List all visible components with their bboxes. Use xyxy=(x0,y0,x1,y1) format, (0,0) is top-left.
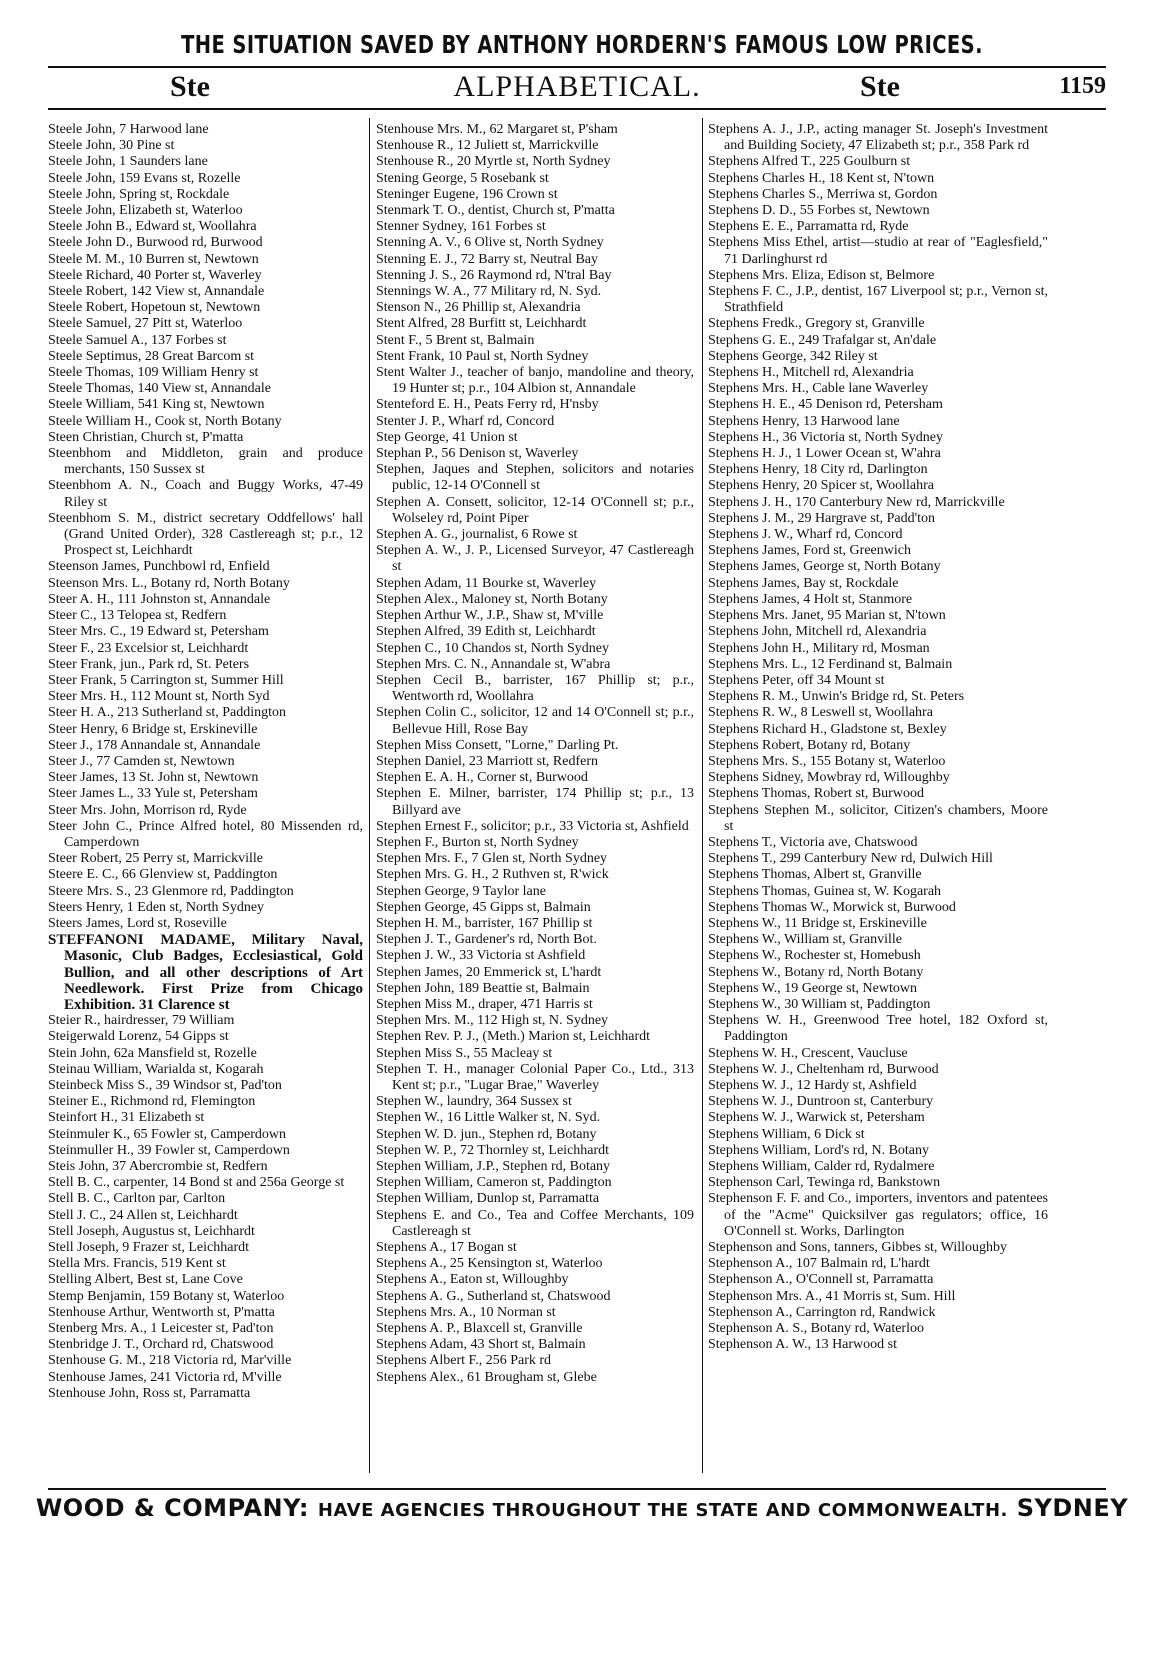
directory-entry: Steer H. A., 213 Sutherland st, Paddington xyxy=(48,705,286,721)
directory-entry: Steer John C., Prince Alfred hotel, 80 Missenden rd, Camperdown xyxy=(48,818,363,850)
directory-entry: Stent F., 5 Brent st, Balmain xyxy=(376,332,535,348)
directory-entry: Stephens W. J., 12 Hardy st, Ashfield xyxy=(708,1077,917,1093)
directory-entry: Stephenson Mrs. A., 41 Morris st, Sum. Hill xyxy=(708,1288,956,1304)
directory-entry: Stephenson A. W., 13 Harwood st xyxy=(708,1337,897,1353)
page-header xyxy=(48,70,1106,104)
directory-entry: Stephen W. D. jun., Stephen rd, Botany xyxy=(376,1126,597,1142)
directory-entry: Steenson James, Punchbowl rd, Enfield xyxy=(48,559,270,575)
directory-column-1 xyxy=(48,122,363,1402)
top-rule xyxy=(48,66,1106,68)
directory-entry: Stephens W., Botany rd, North Botany xyxy=(708,964,924,980)
directory-entry: Stephens T., 299 Canterbury New rd, Dulwich Hill xyxy=(708,851,993,867)
directory-entry: Stelling Albert, Best st, Lane Cove xyxy=(48,1272,243,1288)
directory-entry: Steer J., 178 Annandale st, Annandale xyxy=(48,737,261,753)
directory-entry: Stephens D. D., 55 Forbes st, Newtown xyxy=(708,203,930,219)
directory-entry: Stephens Mrs. L., 12 Ferdinand st, Balmain xyxy=(708,656,953,672)
directory-entry: Stenner Sydney, 161 Forbes st xyxy=(376,219,546,235)
directory-entry: Steer James, 13 St. John st, Newtown xyxy=(48,770,259,786)
directory-entry: Steenbhom S. M., district secretary Oddfellows' hall (Grand United Order), 328 Castlereagh st; p.r., 12 Prospect st, Leichhardt xyxy=(48,510,363,559)
directory-entry: Stenter J. P., Wharf rd, Concord xyxy=(376,413,555,429)
directory-entry: Stephen Mrs. F., 7 Glen st, North Sydney xyxy=(376,851,608,867)
directory-entry: Stephens W., 19 George st, Newtown xyxy=(708,980,917,996)
directory-entry: Stephen W. P., 72 Thornley st, Leichhardt xyxy=(376,1142,610,1158)
directory-entry: Steele Thomas, 109 William Henry st xyxy=(48,365,259,381)
directory-entry: Stephens A. J., J.P., acting manager St. Joseph's Investment and Building Society, 47 Elizabeth st; p.r., 358 Park rd xyxy=(708,122,1048,154)
directory-entry: Stephens George, 342 Riley st xyxy=(708,348,878,364)
top-banner: THE SITUATION SAVED BY ANTHONY HORDERN'S FAMOUS LOW PRICES. xyxy=(181,30,983,59)
directory-entry: Stephens W., Rochester st, Homebush xyxy=(708,948,921,964)
directory-entry: Stephen T. H., manager Colonial Paper Co., Ltd., 313 Kent st; p.r., "Lugar Brae," Waverley xyxy=(376,1061,694,1093)
directory-entry: Stephens H. E., 45 Denison rd, Petersham xyxy=(708,397,943,413)
directory-entry: Stephens J. H., 170 Canterbury New rd, Marrickville xyxy=(708,494,1005,510)
directory-entry: Stephens Thomas W., Morwick st, Burwood xyxy=(708,899,956,915)
directory-entry: Stephens W. J., Cheltenham rd, Burwood xyxy=(708,1061,939,1077)
directory-entry: Stephen J. T., Gardener's rd, North Bot. xyxy=(376,932,597,948)
directory-entry: Steer Mrs. H., 112 Mount st, North Syd xyxy=(48,689,270,705)
directory-entry: Stephens T., Victoria ave, Chatswood xyxy=(708,834,918,850)
directory-entry: Stenmark T. O., dentist, Church st, P'matta xyxy=(376,203,615,219)
directory-entry: Steele John, Spring st, Rockdale xyxy=(48,186,230,202)
banner-city: SYDNEY xyxy=(1016,1494,1129,1522)
directory-entry: Stephenson F. F. and Co., importers, inventors and patentees of the "Acme" Quicksilver gas regulators; office, 16 O'Connell st. Works, Darlington xyxy=(708,1191,1048,1239)
directory-entry: Steele John, 159 Evans st, Rozelle xyxy=(48,170,241,186)
directory-entry: Stephens A., 17 Bogan st xyxy=(376,1240,517,1256)
page-number: 1159 xyxy=(1059,73,1106,99)
directory-entry: Stephens Peter, off 34 Mount st xyxy=(708,672,885,688)
directory-entry: Stephens Alex., 61 Brougham st, Glebe xyxy=(376,1369,597,1385)
directory-entry: Stephens Henry, 20 Spicer st, Woollahra xyxy=(708,478,934,494)
directory-entry: Stenning J. S., 26 Raymond rd, N'tral Bay xyxy=(376,267,612,283)
directory-entry: Stell B. C., carpenter, 14 Bond st and 256a George st xyxy=(48,1175,345,1191)
directory-entry: Stephens H. J., 1 Lower Ocean st, W'ahra xyxy=(708,446,941,462)
directory-entry: Stephen Alfred, 39 Edith st, Leichhardt xyxy=(376,624,596,640)
directory-entry: Stephens Stephen M., solicitor, Citizen's chambers, Moore st xyxy=(708,802,1048,834)
directory-entry: Stein John, 62a Mansfield st, Rozelle xyxy=(48,1045,257,1061)
directory-entry: Stephens Sidney, Mowbray rd, Willoughby xyxy=(708,770,950,786)
directory-entry: Steninger Eugene, 196 Crown st xyxy=(376,186,558,202)
directory-entry: Stephen E. Milner, barrister, 174 Phillip st; p.r., 13 Billyard ave xyxy=(376,786,694,818)
directory-entry: Steer Mrs. John, Morrison rd, Ryde xyxy=(48,802,247,818)
directory-entry: Stephenson A., O'Connell st, Parramatta xyxy=(708,1272,934,1288)
directory-entry: Stephens William, Calder rd, Rydalmere xyxy=(708,1159,935,1174)
directory-entry: Steele John D., Burwood rd, Burwood xyxy=(48,235,263,251)
directory-entry: Stenson N., 26 Phillip st, Alexandria xyxy=(376,300,581,316)
directory-entry: Stephens W. H., Greenwood Tree hotel, 182 Oxford st, Paddington xyxy=(708,1013,1048,1045)
directory-entry: Steers James, Lord st, Roseville xyxy=(48,915,227,931)
directory-entry: Steele John, 30 Pine st xyxy=(48,138,175,154)
directory-entry: Stephens Mrs. H., Cable lane Waverley xyxy=(708,381,929,397)
directory-entry: Steer J., 77 Camden st, Newtown xyxy=(48,753,235,769)
directory-entry: Stephens Charles S., Merriwa st, Gordon xyxy=(708,186,938,202)
directory-entry: Stephens E. and Co., Tea and Coffee Merchants, 109 Castlereagh st xyxy=(376,1207,694,1239)
directory-entry: Stenning A. V., 6 Olive st, North Sydney xyxy=(376,235,604,251)
directory-entry: Stenhouse James, 241 Victoria rd, M'ville xyxy=(48,1369,282,1385)
directory-entry: Steen Christian, Church st, P'matta xyxy=(48,429,244,445)
directory-entry: Stephens Adam, 43 Short st, Balmain xyxy=(376,1337,586,1353)
directory-entry: Stephenson A., 107 Balmain rd, L'hardt xyxy=(708,1256,930,1272)
directory-entry: Stephens G. E., 249 Trafalgar st, An'dale xyxy=(708,332,937,348)
directory-entry: Stephen Miss Consett, "Lorne," Darling Pt. xyxy=(376,737,619,753)
directory-entry: Steele Richard, 40 Porter st, Waverley xyxy=(48,267,262,283)
directory-entry: Steele Samuel, 27 Pitt st, Waterloo xyxy=(48,316,243,332)
directory-entry: Stephen Adam, 11 Bourke st, Waverley xyxy=(376,575,597,591)
directory-entry: Steer Frank, 5 Carrington st, Summer Hill xyxy=(48,672,284,688)
column-divider xyxy=(702,118,703,1473)
directory-entry: Stephens R. W., 8 Leswell st, Woollahra xyxy=(708,705,933,721)
directory-entry: Stenhouse Arthur, Wentworth st, P'matta xyxy=(48,1304,275,1320)
directory-entry: Stephens F. C., J.P., dentist, 167 Liverpool st; p.r., Vernon st, Strathfield xyxy=(708,284,1048,316)
directory-entry: Step George, 41 Union st xyxy=(376,429,518,445)
directory-entry: Stephenson A. S., Botany rd, Waterloo xyxy=(708,1321,924,1337)
header-right-key: Ste xyxy=(860,70,900,103)
directory-entry: Stephens Mrs. Eliza, Edison st, Belmore xyxy=(708,267,935,283)
directory-entry: Stella Mrs. Francis, 519 Kent st xyxy=(48,1256,226,1272)
directory-entry: Stephen A. Consett, solicitor, 12-14 O'Connell st; p.r., Wolseley rd, Point Piper xyxy=(376,494,694,526)
header-rule xyxy=(48,108,1106,110)
directory-entry: Stell Joseph, Augustus st, Leichhardt xyxy=(48,1223,255,1239)
directory-entry: Steele John B., Edward st, Woollahra xyxy=(48,219,257,235)
directory-entry: Steigerwald Lorenz, 54 Gipps st xyxy=(48,1029,229,1045)
directory-entry: Stephens W. J., Duntroon st, Canterbury xyxy=(708,1094,934,1110)
directory-entry: Stephen Miss S., 55 Macleay st xyxy=(376,1045,553,1061)
directory-entry: Stephens A. P., Blaxcell st, Granville xyxy=(376,1321,583,1337)
banner-message: HAVE AGENCIES THROUGHOUT THE STATE AND COMMONWEALTH. xyxy=(317,1500,1008,1521)
directory-entry: Stephens Thomas, Robert st, Burwood xyxy=(708,786,924,802)
directory-entry: Stephens Thomas, Guinea st, W. Kogarah xyxy=(708,883,942,899)
directory-entry: Stephen W., 16 Little Walker st, N. Syd. xyxy=(376,1110,601,1126)
directory-entry: Steer A. H., 111 Johnston st, Annandale xyxy=(48,591,271,607)
directory-entry: Stephen H. M., barrister, 167 Phillip st xyxy=(376,915,593,931)
directory-entry: Stephen Mrs. M., 112 High st, N. Sydney xyxy=(376,1013,609,1029)
directory-entry: Stenning E. J., 72 Barry st, Neutral Bay xyxy=(376,251,599,267)
directory-entry: Stephens Mrs. Janet, 95 Marian st, N'town xyxy=(708,608,946,624)
directory-entry: Stephen George, 45 Gipps st, Balmain xyxy=(376,899,591,915)
directory-entry: Stephens William, 6 Dick st xyxy=(708,1126,865,1142)
directory-entry: Stephenson Carl, Tewinga rd, Bankstown xyxy=(708,1175,941,1191)
directory-entry: Steinmuler K., 65 Fowler st, Camperdown xyxy=(48,1126,286,1142)
directory-entry: Stephens A. G., Sutherland st, Chatswood xyxy=(376,1288,611,1304)
directory-entry: Stephenson and Sons, tanners, Gibbes st, Willoughby xyxy=(708,1240,1007,1256)
directory-entry: Stenhouse Mrs. M., 62 Margaret st, P'sham xyxy=(376,122,618,137)
directory-entry: Stephan P., 56 Denison st, Waverley xyxy=(376,446,579,462)
directory-entry: Stephens E. E., Parramatta rd, Ryde xyxy=(708,219,909,235)
directory-entry: Stephens Albert F., 256 Park rd xyxy=(376,1353,552,1369)
directory-entry: Stenteford E. H., Peats Ferry rd, H'nsby xyxy=(376,397,599,413)
directory-entry: Stephen A. W., J. P., Licensed Surveyor, 47 Castlereagh st xyxy=(376,543,694,575)
directory-entry: Stephen Mrs. C. N., Annandale st, W'abra xyxy=(376,656,611,672)
directory-entry: Stephen C., 10 Chandos st, North Sydney xyxy=(376,640,609,656)
column-divider xyxy=(369,118,370,1473)
directory-entry: Stent Frank, 10 Paul st, North Sydney xyxy=(376,348,589,364)
directory-entry: Steinfort H., 31 Elizabeth st xyxy=(48,1110,205,1126)
header-left-key: Ste xyxy=(170,70,210,103)
directory-entry: Stephen William, Cameron st, Paddington xyxy=(376,1175,612,1191)
directory-entry: Stephens John, Mitchell rd, Alexandria xyxy=(708,624,927,640)
directory-entry: Stephen Daniel, 23 Marriott st, Redfern xyxy=(376,753,599,769)
directory-entry: Steer Frank, jun., Park rd, St. Peters xyxy=(48,656,250,672)
directory-entry: Steele Robert, Hopetoun st, Newtown xyxy=(48,300,261,316)
directory-entry: Stephen John, 189 Beattie st, Balmain xyxy=(376,980,590,996)
directory-entry: Stephen James, 20 Emmerick st, L'hardt xyxy=(376,964,602,980)
directory-entry: Steer Robert, 25 Perry st, Marrickville xyxy=(48,851,264,867)
directory-entry: Stephen Arthur W., J.P., Shaw st, M'ville xyxy=(376,608,604,624)
directory-entry: Stephens John H., Military rd, Mosman xyxy=(708,640,930,656)
directory-entry: Stephens James, Ford st, Greenwich xyxy=(708,543,911,559)
directory-entry: Stennings W. A., 77 Military rd, N. Syd. xyxy=(376,284,602,300)
directory-entry: Stephen J. W., 33 Victoria st Ashfield xyxy=(376,948,586,964)
directory-entry: Stephens Henry, 18 City rd, Darlington xyxy=(708,462,928,478)
directory-entry: Stephens J. W., Wharf rd, Concord xyxy=(708,527,903,543)
directory-entry: Stenhouse R., 12 Juliett st, Marrickville xyxy=(376,138,599,154)
directory-entry: Stephens James, 4 Holt st, Stanmore xyxy=(708,591,913,607)
directory-entry: Stephens Mrs. A., 10 Norman st xyxy=(376,1304,556,1320)
directory-entry: Steenbhom and Middleton, grain and produce merchants, 150 Sussex st xyxy=(48,446,363,478)
directory-entry: Stephens Thomas, Albert st, Granville xyxy=(708,867,922,883)
directory-entry: Stephens W., 11 Bridge st, Erskineville xyxy=(708,915,927,931)
directory-entry: Steenson Mrs. L., Botany rd, North Botany xyxy=(48,575,290,591)
directory-entry: Stephens A., Eaton st, Willoughby xyxy=(376,1272,569,1288)
directory-entry: Stell B. C., Carlton par, Carlton xyxy=(48,1191,226,1207)
directory-entry: Stemp Benjamin, 159 Botany st, Waterloo xyxy=(48,1288,285,1304)
directory-entry: Steers Henry, 1 Eden st, North Sydney xyxy=(48,899,265,915)
directory-entry: Stent Alfred, 28 Burfitt st, Leichhardt xyxy=(376,316,587,332)
directory-entry: Stephens J. M., 29 Hargrave st, Padd'ton xyxy=(708,510,936,526)
directory-entry: Stephenson A., Carrington rd, Randwick xyxy=(708,1304,936,1320)
directory-entry: Stenberg Mrs. A., 1 Leicester st, Pad'ton xyxy=(48,1321,274,1337)
directory-entry: Stephens Miss Ethel, artist—studio at rear of "Eaglesfield," 71 Darlinghurst rd xyxy=(708,235,1048,267)
directory-entry: Stephen Alex., Maloney st, North Botany xyxy=(376,591,608,607)
directory-entry: Stephen Miss M., draper, 471 Harris st xyxy=(376,996,593,1012)
directory-entry: Stephens James, George st, North Botany xyxy=(708,559,941,575)
directory-entry: Stephen Colin C., solicitor, 12 and 14 O'Connell st; p.r., Bellevue Hill, Rose Bay xyxy=(376,705,694,737)
directory-entry: Stening George, 5 Rosebank st xyxy=(376,170,549,186)
directory-entry: Stenhouse R., 20 Myrtle st, North Sydney xyxy=(376,154,611,170)
directory-entry: Stephens Mrs. S., 155 Botany st, Waterloo xyxy=(708,753,946,769)
directory-column-3 xyxy=(708,122,1048,1353)
directory-entry: Stephens Richard H., Gladstone st, Bexley xyxy=(708,721,947,737)
directory-entry: Stephens W., William st, Granville xyxy=(708,932,902,948)
directory-entry: Stephen F., Burton st, North Sydney xyxy=(376,834,579,850)
directory-entry: Steinmuller H., 39 Fowler st, Camperdown xyxy=(48,1142,290,1158)
directory-entry: Stephens H., Mitchell rd, Alexandria xyxy=(708,365,914,381)
directory-entry: Stephens W., 30 William st, Paddington xyxy=(708,996,931,1012)
directory-entry: Steiner E., Richmond rd, Flemington xyxy=(48,1094,256,1110)
directory-entry: Stephens H., 36 Victoria st, North Sydney xyxy=(708,429,943,445)
directory-entry: Stent Walter J., teacher of banjo, mandoline and theory, 19 Hunter st; p.r., 104 Albion st, Annandale xyxy=(376,365,694,397)
directory-entry: Stephens William, Lord's rd, N. Botany xyxy=(708,1142,930,1158)
directory-entry: Stenbridge J. T., Orchard rd, Chatswood xyxy=(48,1337,274,1353)
directory-entry: Stephen George, 9 Taylor lane xyxy=(376,883,546,899)
directory-entry: Steere Mrs. S., 23 Glenmore rd, Paddington xyxy=(48,883,294,899)
directory-entry: Steere E. C., 66 Glenview st, Paddington xyxy=(48,867,278,883)
directory-entry: Steele Robert, 142 View st, Annandale xyxy=(48,284,265,300)
directory-entry: Steenbhom A. N., Coach and Buggy Works, 47-49 Riley st xyxy=(48,478,363,510)
directory-entry: Stephen Mrs. G. H., 2 Ruthven st, R'wick xyxy=(376,867,609,883)
directory-entry: Steinau William, Warialda st, Kogarah xyxy=(48,1061,264,1077)
directory-entry: Stell J. C., 24 Allen st, Leichhardt xyxy=(48,1207,238,1223)
directory-entry: Stephens James, Bay st, Rockdale xyxy=(708,575,899,591)
footer-rule xyxy=(48,1488,1106,1490)
directory-entry: Steele John, 7 Harwood lane xyxy=(48,122,209,137)
directory-entry: Steele Thomas, 140 View st, Annandale xyxy=(48,381,271,397)
directory-entry: Stenhouse G. M., 218 Victoria rd, Mar'ville xyxy=(48,1353,292,1369)
banner-company: WOOD & COMPANY: xyxy=(35,1494,310,1522)
directory-entry: Steer C., 13 Telopea st, Redfern xyxy=(48,608,227,624)
directory-entry: Steier R., hairdresser, 79 William xyxy=(48,1013,235,1029)
directory-entry: Steele John, 1 Saunders lane xyxy=(48,154,208,170)
directory-column-2 xyxy=(376,122,694,1386)
directory-entry: Stephen Ernest F., solicitor; p.r., 33 Victoria st, Ashfield xyxy=(376,818,689,834)
directory-entry: Stephens Charles H., 18 Kent st, N'town xyxy=(708,170,935,186)
header-title: ALPHABETICAL. xyxy=(453,70,701,103)
directory-entry: Steer James L., 33 Yule st, Petersham xyxy=(48,786,258,802)
directory-entry: Steele John, Elizabeth st, Waterloo xyxy=(48,203,243,219)
directory-entry: Stephens Robert, Botany rd, Botany xyxy=(708,737,911,753)
directory-entry: Steele Septimus, 28 Great Barcom st xyxy=(48,348,255,364)
directory-entry: Stephens A., 25 Kensington st, Waterloo xyxy=(376,1256,603,1272)
directory-entry: Steis John, 37 Abercrombie st, Redfern xyxy=(48,1159,268,1174)
directory-entry: Stephen W., laundry, 364 Sussex st xyxy=(376,1094,572,1110)
directory-entry: Stephen William, Dunlop st, Parramatta xyxy=(376,1191,600,1207)
directory-entry: Steele Samuel A., 137 Forbes st xyxy=(48,332,227,348)
directory-entry: Steele M. M., 10 Burren st, Newtown xyxy=(48,251,259,267)
directory-entry: Steinbeck Miss S., 39 Windsor st, Pad'ton xyxy=(48,1077,282,1093)
directory-entry: Stenhouse John, Ross st, Parramatta xyxy=(48,1385,251,1401)
directory-entry: Steele William, 541 King st, Newtown xyxy=(48,397,265,413)
bottom-banner xyxy=(0,1494,1164,1522)
directory-entry: Stephens W. J., Warwick st, Petersham xyxy=(708,1110,925,1126)
directory-entry: Stephen Rev. P. J., (Meth.) Marion st, Leichhardt xyxy=(376,1029,650,1045)
directory-entry: Stephen A. G., journalist, 6 Rowe st xyxy=(376,527,578,543)
directory-entry: STEFFANONI MADAME, Military Naval, Masonic, Club Badges, Ecclesiastical, Gold Bullion, and all other descriptions of Art Needlework. First Prize from Chicago Exhibition. 31 Clarence st xyxy=(48,932,363,1013)
directory-entry: Stephens Alfred T., 225 Goulburn st xyxy=(708,154,911,170)
directory-entry: Steer Mrs. C., 19 Edward st, Petersham xyxy=(48,624,269,640)
directory-entry: Stephens W. H., Crescent, Vaucluse xyxy=(708,1045,908,1061)
directory-entry: Stephens Fredk., Gregory st, Granville xyxy=(708,316,925,332)
directory-entry: Steer F., 23 Excelsior st, Leichhardt xyxy=(48,640,249,656)
directory-entry: Stephen E. A. H., Corner st, Burwood xyxy=(376,770,588,786)
directory-entry: Stephen William, J.P., Stephen rd, Botany xyxy=(376,1159,611,1174)
directory-entry: Stephen Cecil B., barrister, 167 Phillip st; p.r., Wentworth rd, Woollahra xyxy=(376,672,694,705)
directory-entry: Steer Henry, 6 Bridge st, Erskineville xyxy=(48,721,258,737)
directory-entry: Steele William H., Cook st, North Botany xyxy=(48,413,282,429)
directory-entry: Stephens R. M., Unwin's Bridge rd, St. Peters xyxy=(708,689,965,705)
directory-entry: Stephens Henry, 13 Harwood lane xyxy=(708,413,900,429)
directory-entry: Stell Joseph, 9 Frazer st, Leichhardt xyxy=(48,1240,250,1256)
directory-entry: Stephen, Jaques and Stephen, solicitors and notaries public, 12-14 O'Connell st xyxy=(376,462,694,494)
